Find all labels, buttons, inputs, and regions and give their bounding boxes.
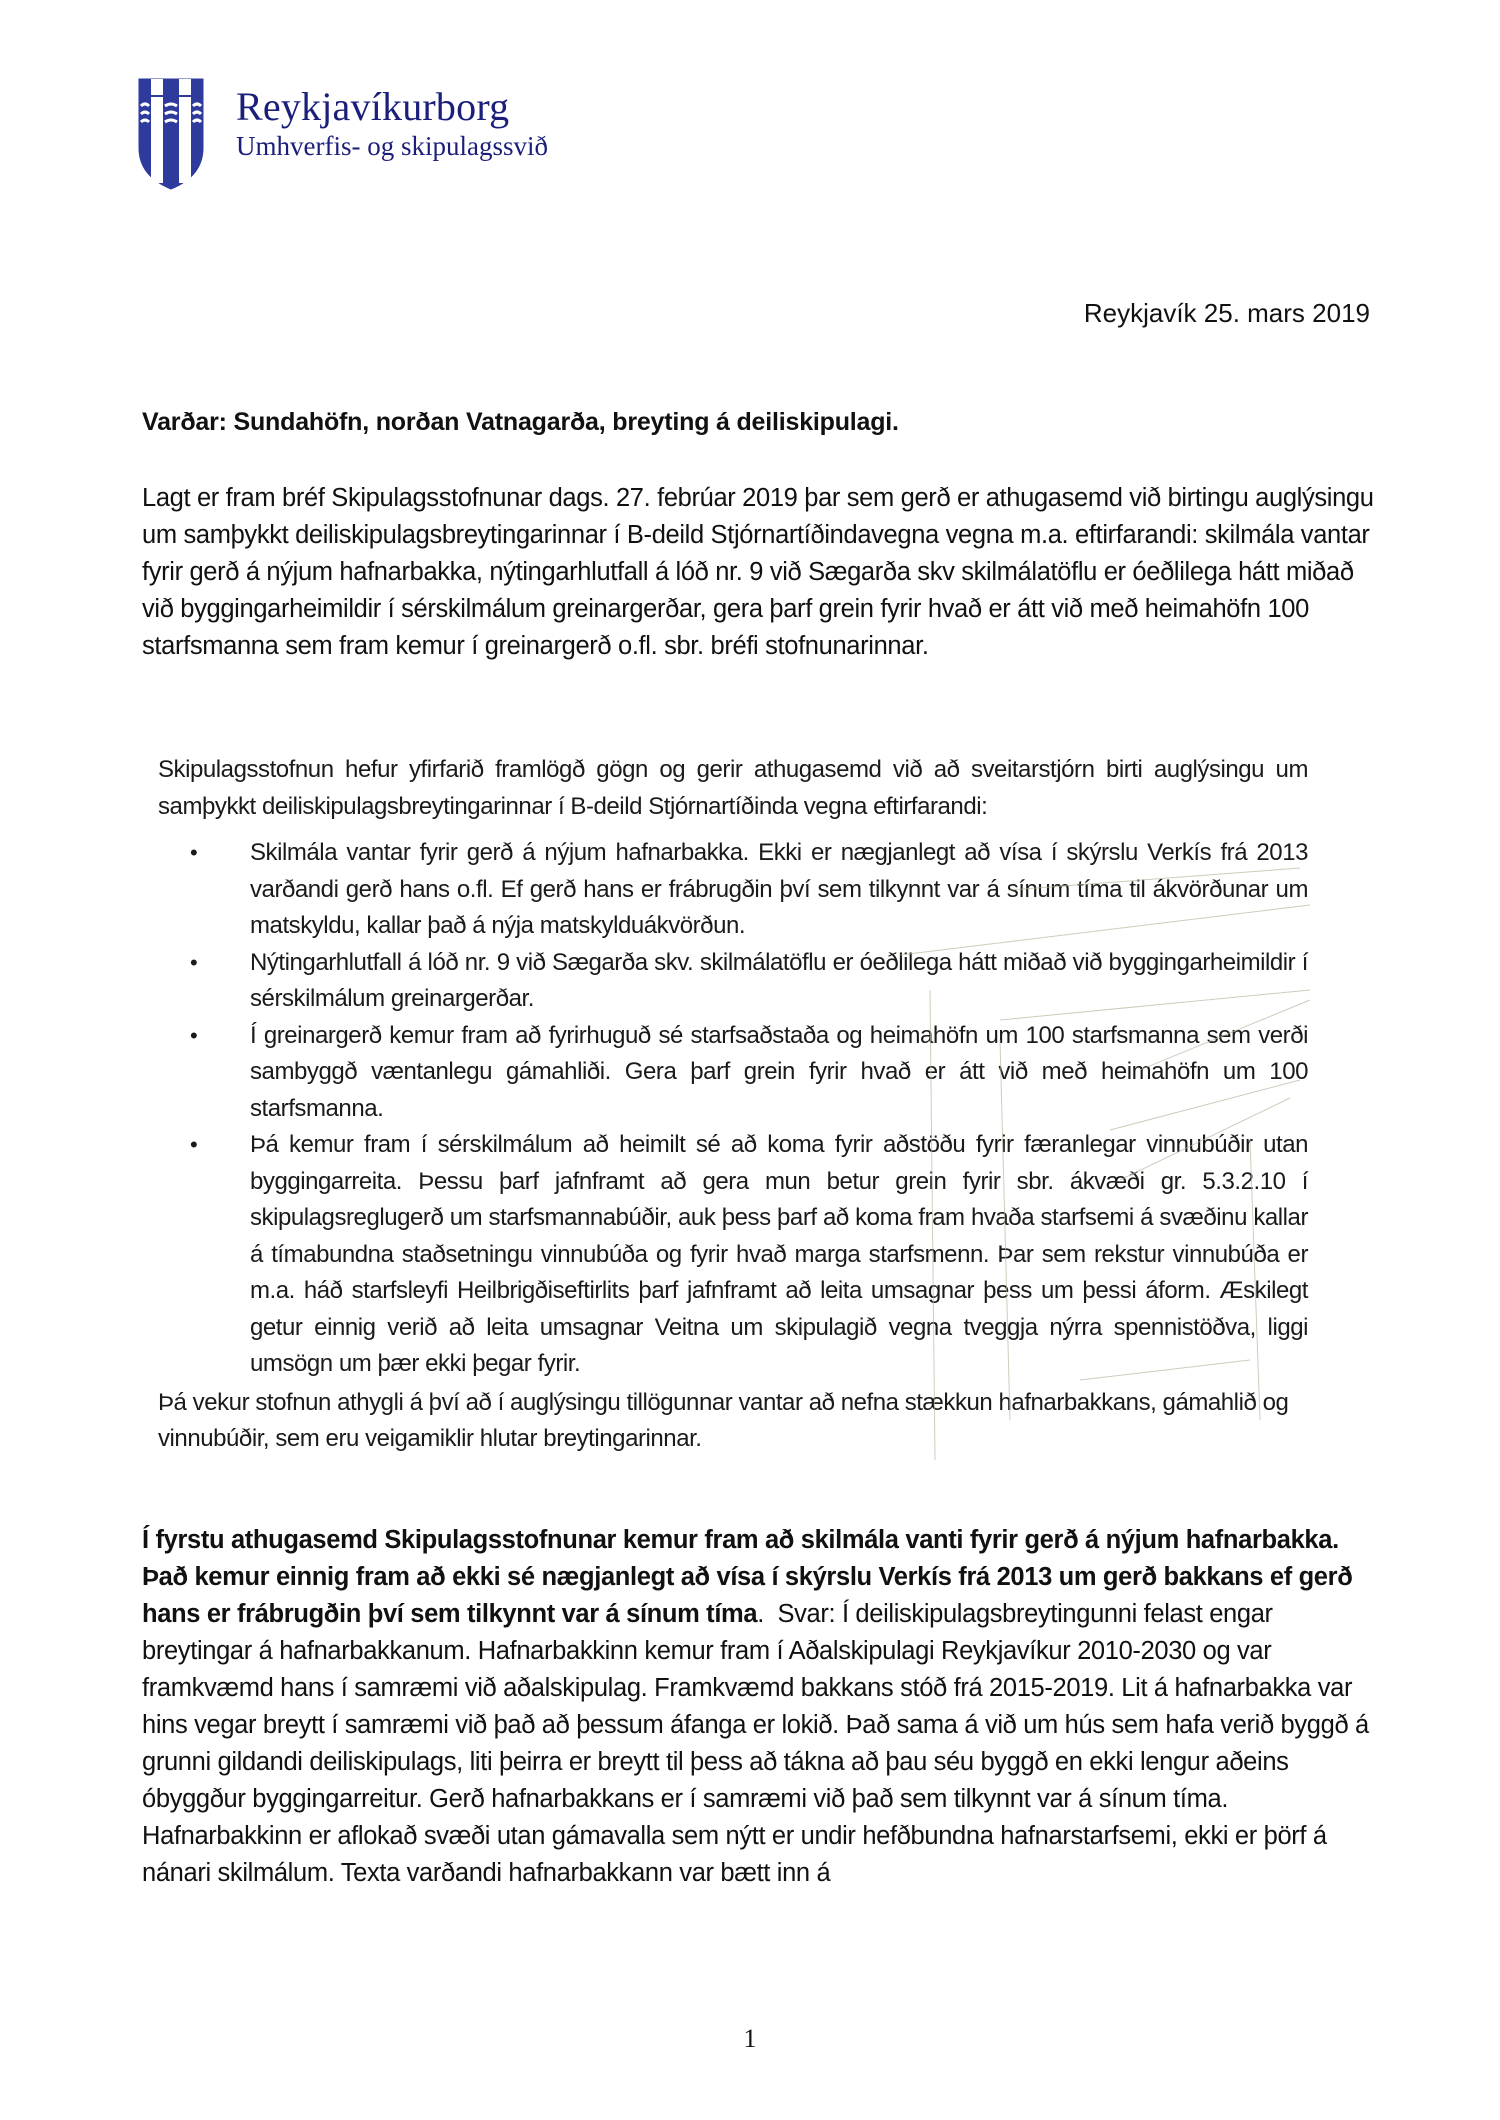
bullet-text: Skilmála vantar fyrir gerð á nýjum hafnarbakka. Ekki er nægjanlegt að vísa í skýrslu Verkís frá 2013 varðandi gerð hans o.fl. Ef gerð hans er frábrugðin því sem tilkynnt var á sínum tíma til ákvörðunar um matskyldu, kallar það á nýja matskylduákvörðun.	[250, 839, 1308, 939]
bullet-icon: •	[190, 840, 198, 865]
response-question: Í fyrstu athugasemd Skipulagsstofnunar kemur fram að skilmála vanti fyrir gerð á nýjum hafnarbakka. Það kemur einnig fram að ekki sé nægjanlegt að vísa í skýrslu Verkís frá 2013 um gerð bakkans ef gerð hans er frábrugðin því sem tilkynnt var á sínum tíma	[142, 1526, 1353, 1628]
bullet-text: Í greinargerð kemur fram að fyrirhuguð sé starfsaðstaða og heimahöfn um 100 starfsmanna sem verði sambyggð væntanlegu gámahliði. Gera þarf grein fyrir hvað er átt við með heimahöfn um 100 starfsmanna.	[250, 1021, 1308, 1122]
bullet-text: Þá kemur fram í sérskilmálum að heimilt sé að koma fyrir aðstöðu fyrir færanlegar vinnubúðir utan byggingarreita. Þessu þarf jafnframt að gera mun betur grein fyrir sbr. ákvæði gr. 5.3.2.10 í skipulagsreglugerð um starfsmannabúðir, auk þess þarf að koma fram hvaða starfsemi á svæðinu kallar á tímabundna staðsetningu vinnubúða og fyrir hvað marga starfsmenn. Þar sem rekstur vinnubúða er m.a. háð starfsleyfi Heilbrigðiseftirlits þarf jafnframt að leita umsagnar þess um þessi áform. Æskilegt getur einnig verið að leita umsagnar Veitna um skipulagið vegna tveggja nýrra spennistöðva, liggi umsögn um þær ekki þegar fyrir.	[250, 1131, 1308, 1377]
excerpt-bullet-item	[190, 1127, 1308, 1383]
bullet-text: Nýtingarhlutfall á lóð nr. 9 við Sægarða skv. skilmálatöflu er óeðlilega hátt miðað við byggingarheimildir í sérskilmálum greinargerðar.	[250, 948, 1308, 1012]
subject-line: Varðar: Sundahöfn, norðan Vatnagarða, breyting á deiliskipulagi.	[142, 408, 899, 436]
excerpt-bullet-item	[190, 835, 1308, 945]
department-name: Umhverfis- og skipulagssvið	[236, 131, 548, 161]
intro-paragraph: Lagt er fram bréf Skipulagsstofnunar dags. 27. febrúar 2019 þar sem gerð er athugasemd við birtingu auglýsingu um samþykkt deiliskipulagsbreytingarinnar í B-deild Stjórnartíðindavegna vegna m.a. eftirfarandi: skilmála vantar fyrir gerð á nýjum hafnarbakka, nýtingarhlutfall á lóð nr. 9 við Sægarða skv skilmálatöflu er óeðlilega hátt miðað við byggingarheimildir í sérskilmálum greinargerðar, gera þarf grein fyrir hvað er átt við með heimahöfn 100 starfsmanna sem fram kemur í greinargerð o.fl. sbr. bréfi stofnunarinnar.	[142, 484, 1374, 660]
response-answer: Svar: Í deiliskipulagsbreytingunni felast engar breytingar á hafnarbakkanum. Hafnarbakkinn kemur fram í Aðalskipulagi Reykjavíkur 2010-2030 og var framkvæmd hans í samræmi við aðalskipulag. Framkvæmd bakkans stóð frá 2015-2019. Lit á hafnarbakka var hins vegar breytt í samræmi við það að þessum áfanga er lokið. Það sama á við um hús sem hafa verið byggð á grunni gildandi deiliskipulags, liti þeirra er breytt til þess að tákna að þau séu byggð en ekki lengur aðeins óbyggður byggingarreitur. Gerð hafnarbakkans er í samræmi við það sem tilkynnt var á sínum tíma. Hafnarbakkinn er aflokað svæði utan gámavalla sem nýtt er undir hefðbundna hafnarstarfsemi, ekki er þörf á nánari skilmálum. Texta varðandi hafnarbakkann var bætt inn á	[142, 1600, 1376, 1887]
date-line: Reykjavík 25. mars 2019	[1083, 298, 1370, 328]
bullet-icon: •	[190, 949, 198, 975]
excerpt-bullet-list	[158, 835, 1308, 1383]
page-number: 1	[743, 2024, 757, 2053]
response-period: .	[757, 1600, 764, 1628]
bullet-icon: •	[190, 1132, 198, 1157]
reykjavik-coat-of-arms-icon	[138, 78, 204, 190]
organization-name: Reykjavíkurborg	[236, 84, 510, 129]
quoted-excerpt	[158, 752, 1308, 1458]
excerpt-intro: Skipulagsstofnun hefur yfirfarið framlögð gögn og gerir athugasemd við að sveitarstjórn birti auglýsingu um samþykkt deiliskipulagsbreytingarinnar í B-deild Stjórnartíðinda vegna eftirfarandi:	[158, 756, 1308, 820]
excerpt-outro: Þá vekur stofnun athygli á því að í auglýsingu tillögunnar vantar að nefna stækkun hafnarbakkans, gámahlið og vinnubúðir, sem eru veigamiklir hlutar breytingarinnar.	[158, 1388, 1289, 1452]
bullet-icon: •	[190, 1022, 198, 1048]
excerpt-bullet-item	[190, 945, 1308, 1018]
excerpt-bullet-item	[190, 1018, 1308, 1128]
response-paragraph	[142, 1522, 1382, 1892]
letterhead	[138, 78, 548, 190]
